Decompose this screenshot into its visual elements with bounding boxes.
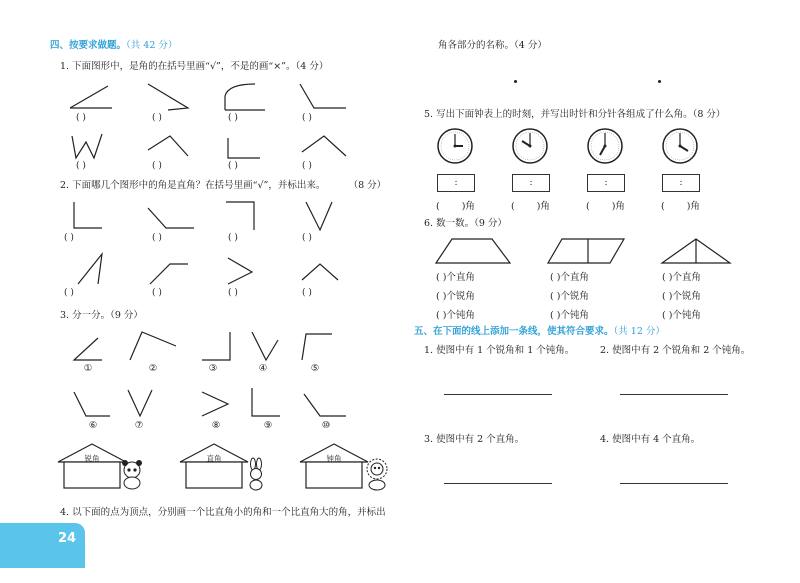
time-box-3[interactable]: : — [587, 174, 625, 192]
question-6: 6. 数一数。（9 分） — [424, 218, 507, 229]
s5-item-1: 1. 使图中有 1 个锐角和 1 个钝角。 — [424, 345, 575, 356]
q3-figures-row2 — [70, 386, 380, 422]
house-obtuse-label: 钝角 — [326, 454, 342, 463]
q1-figures-row1 — [70, 82, 380, 112]
q2-paren-2[interactable]: ( ) — [152, 233, 162, 243]
question-1: 1. 下面图形中，是角的在括号里画“√”，不是的画“×”。（4 分） — [60, 61, 329, 72]
q6-parallelogram — [548, 237, 628, 265]
q3-label-9: ⑨ — [263, 420, 273, 431]
time-box-4[interactable]: : — [662, 174, 700, 192]
q1-paren-6[interactable]: ( ) — [152, 161, 162, 171]
q6-b-obtuse[interactable]: ( )个钝角 — [550, 310, 589, 321]
q6-c-obtuse[interactable]: ( )个钝角 — [662, 310, 701, 321]
q3-label-2: ② — [148, 363, 158, 374]
q3-figures-row1 — [70, 330, 380, 364]
q6-b-acute[interactable]: ( )个锐角 — [550, 291, 589, 302]
s5-item-2: 2. 使图中有 2 个锐角和 2 个钝角。 — [600, 345, 751, 356]
clock-3 — [587, 128, 623, 164]
angle-answer-1[interactable]: ( )角 — [436, 201, 475, 212]
house-right-label: 直角 — [206, 454, 222, 463]
q2-paren-6[interactable]: ( ) — [152, 288, 162, 298]
q6-a-acute[interactable]: ( )个锐角 — [436, 291, 475, 302]
page-number: 24 — [58, 531, 77, 546]
q1-paren-4[interactable]: ( ) — [302, 113, 312, 123]
q2-paren-3[interactable]: ( ) — [228, 233, 238, 243]
s5-line-4[interactable] — [620, 483, 728, 484]
q1-paren-2[interactable]: ( ) — [152, 113, 162, 123]
vertex-point-1[interactable] — [514, 80, 517, 83]
q3-label-10: ⑩ — [321, 420, 331, 431]
question-5: 5. 写出下面钟表上的时刻，并写出时针和分针各组成了什么角。（8 分） — [424, 109, 726, 120]
angle-answer-3[interactable]: ( )角 — [586, 201, 625, 212]
angle-answer-4[interactable]: ( )角 — [661, 201, 700, 212]
q6-c-right[interactable]: ( )个直角 — [662, 272, 701, 283]
q3-label-1: ① — [83, 363, 93, 374]
q6-trapezoid — [434, 237, 514, 265]
q3-label-4: ④ — [258, 363, 268, 374]
question-4-line2: 角各部分的名称。（4 分） — [438, 40, 547, 51]
q3-label-3: ③ — [208, 363, 218, 374]
q2-paren-8[interactable]: ( ) — [302, 288, 312, 298]
q1-paren-7[interactable]: ( ) — [228, 161, 238, 171]
angle-answer-2[interactable]: ( )角 — [511, 201, 550, 212]
q2-paren-1[interactable]: ( ) — [64, 233, 74, 243]
q1-paren-5[interactable]: ( ) — [76, 161, 86, 171]
s5-line-2[interactable] — [620, 394, 728, 395]
q2-figures-row2 — [70, 252, 380, 288]
s5-item-3: 3. 使图中有 2 个直角。 — [424, 434, 525, 445]
q2-figures-row1 — [70, 200, 380, 232]
q6-triangle — [662, 237, 742, 265]
q2-paren-7[interactable]: ( ) — [228, 288, 238, 298]
clock-4 — [662, 128, 698, 164]
q2-paren-4[interactable]: ( ) — [302, 233, 312, 243]
rabbit-icon — [244, 458, 268, 492]
clock-2 — [512, 128, 548, 164]
q3-label-6: ⑥ — [88, 420, 98, 431]
q6-a-right[interactable]: ( )个直角 — [436, 272, 475, 283]
vertex-point-2[interactable] — [658, 80, 661, 83]
q6-b-right[interactable]: ( )个直角 — [550, 272, 589, 283]
lion-icon — [362, 458, 392, 492]
question-4-line1: 4. 以下面的点为顶点，分别画一个比直角小的角和一个比直角大的角，并标出 — [60, 507, 386, 518]
section-5-heading: 五、在下面的线上添加一条线，使其符合要求。（共 12 分） — [414, 326, 665, 337]
s5-line-3[interactable] — [444, 483, 552, 484]
q1-paren-1[interactable]: ( ) — [76, 113, 86, 123]
q3-label-8: ⑧ — [211, 420, 221, 431]
q1-paren-3[interactable]: ( ) — [228, 113, 238, 123]
q6-a-obtuse[interactable]: ( )个钝角 — [436, 310, 475, 321]
q1-paren-8[interactable]: ( ) — [302, 161, 312, 171]
q3-label-7: ⑦ — [134, 420, 144, 431]
q3-label-5: ⑤ — [310, 363, 320, 374]
house-acute-label: 锐角 — [84, 454, 100, 463]
s5-item-4: 4. 使图中有 4 个直角。 — [600, 434, 701, 445]
panda-icon — [118, 460, 146, 490]
q2-paren-5[interactable]: ( ) — [64, 288, 74, 298]
section-4-heading: 四、按要求做题。（共 42 分） — [50, 40, 178, 51]
q6-c-acute[interactable]: ( )个锐角 — [662, 291, 701, 302]
clock-1 — [437, 128, 473, 164]
time-box-2[interactable]: : — [512, 174, 550, 192]
question-3: 3. 分一分。（9 分） — [60, 310, 143, 321]
question-2: 2. 下面哪几个图形中的角是直角？在括号里画“√”，并标出来。 （8 分） — [60, 180, 387, 191]
q1-figures-row2 — [70, 130, 380, 162]
time-box-1[interactable]: : — [437, 174, 475, 192]
s5-line-1[interactable] — [444, 394, 552, 395]
